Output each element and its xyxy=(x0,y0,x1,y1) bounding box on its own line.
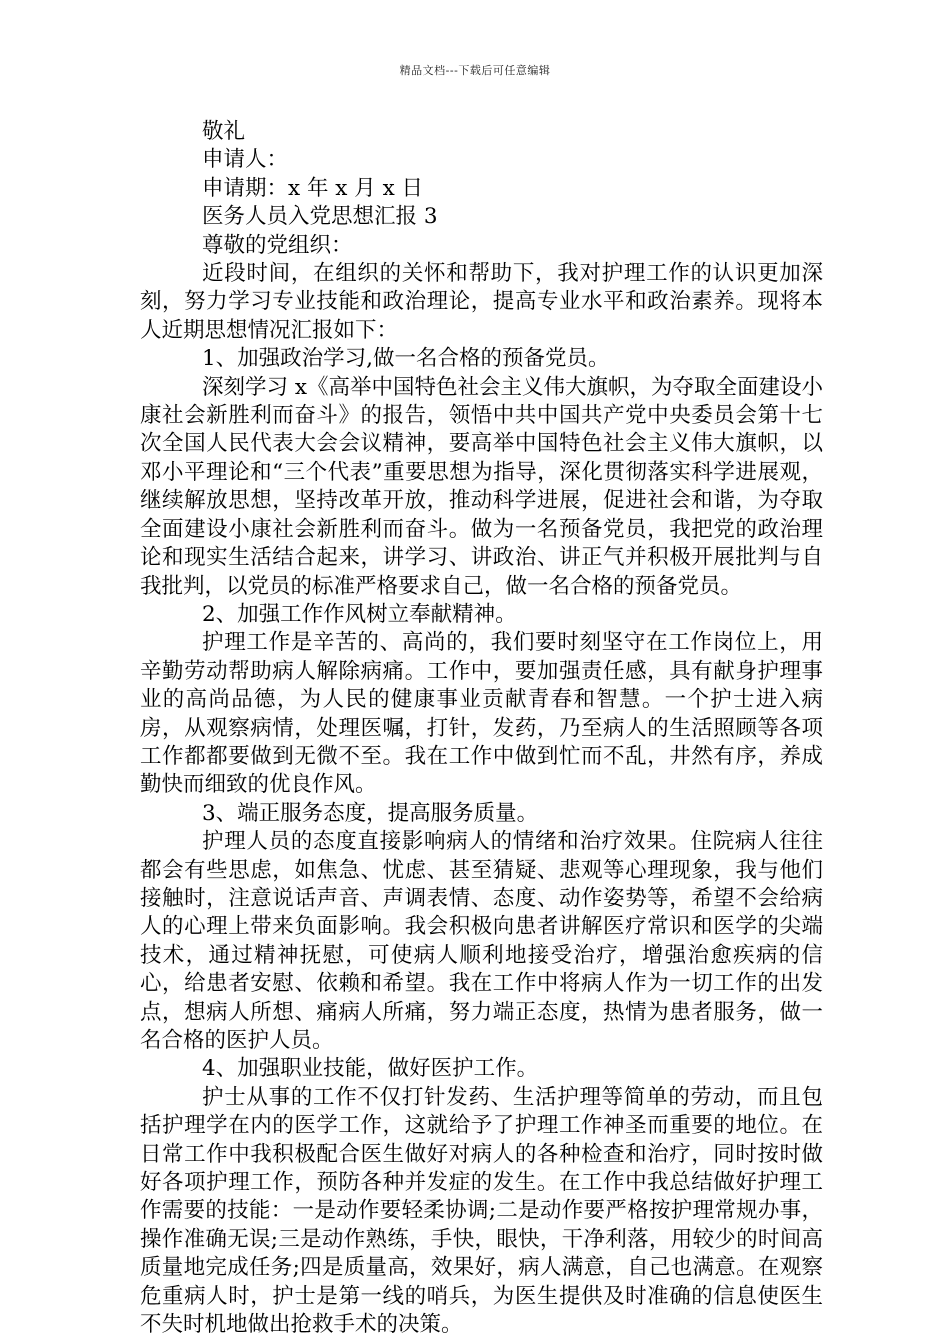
section-heading: 4、加强职业技能，做好医护工作。 xyxy=(202,1056,539,1082)
document-body xyxy=(140,118,823,1339)
page-header-note: 精品文档---下载后可任意编辑 xyxy=(399,64,551,77)
section-heading: 3、端正服务态度，提高服务质量。 xyxy=(202,800,539,826)
section-heading: 2、加强工作作风树立奉献精神。 xyxy=(202,601,517,627)
intro-paragraph: 近段时间，在组织的关怀和帮助下，我对护理工作的认识更加深刻，努力学习专业技能和政治理论，提高专业水平和政治素养。现将本人近期思想情况汇报如下： xyxy=(140,261,823,343)
date-line: 申请期：x 年 x 月 x 日 xyxy=(202,175,424,201)
section-paragraph: 深刻学习 x《高举中国特色社会主义伟大旗帜，为夺取全面建设小康社会新胜利而奋斗》的报告，领悟中共中国共产党中央委员会第十七次全国人民代表大会会议精神，要高举中国特色社会主义伟大旗帜，以邓小平理论和“三个代表”重要思想为指导，深化贯彻落实科学进展观，继续解放思想，坚持改革开放，推动科学进展，促进社会和谐，为夺取全面建设小康社会新胜利而奋斗。做为一名预备党员，我把党的政治理论和现实生活结合起来，讲学习、讲政治、讲正气并积极开展批判与自我批判，以党员的标准严格要求自己，做一名合格的预备党员。 xyxy=(140,374,823,599)
applicant-line: 申请人： xyxy=(202,147,289,173)
letter-closing: 敬礼 xyxy=(202,119,246,144)
section-paragraph: 护理人员的态度直接影响病人的情绪和治疗效果。住院病人往往都会有些思虑，如焦急、忧虑、甚至猜疑、悲观等心理现象，我与他们接触时，注意说话声音、声调表情、态度、动作姿势等，希望不会给病人的心理上带来负面影响。我会积极向患者讲解医疗常识和医学的尖端技术，通过精神抚慰，可使病人顺利地接受治疗，增强治愈疾病的信心，给患者安慰、依赖和希望。我在工作中将病人作为一切工作的出发点，想病人所想、痛病人所痛，努力端正态度，热情为患者服务，做一名合格的医护人员。 xyxy=(140,829,823,1053)
report-title: 医务人员入党思想汇报 3 xyxy=(202,204,438,230)
salutation: 尊敬的党组织： xyxy=(202,232,353,258)
section-paragraph: 护士从事的工作不仅打针发药、生活护理等简单的劳动，而且包括护理学在内的医学工作，这就给予了护理工作神圣而重要的地位。在日常工作中我积极配合医生做好对病人的各种检查和治疗，同时按时做好各项护理工作，预防各种并发症的发生。在工作中我总结做好护理工作需要的技能：一是动作要轻柔协调;二是动作要严格按护理常规办事，操作准确无误;三是动作熟练，手快，眼快，干净利落，用较少的时间高质量地完成任务;四是质量高，效果好，病人满意，自己也满意。在观察危重病人时，护士是第一线的哨兵，为医生提供及时准确的信息使医生不失时机地做出抢救手术的决策。 xyxy=(140,1084,823,1338)
section-heading: 1、加强政治学习,做一名合格的预备党员。 xyxy=(202,346,610,372)
section-paragraph: 护理工作是辛苦的、高尚的，我们要时刻坚守在工作岗位上，用辛勤劳动帮助病人解除病痛。工作中，要加强责任感，具有献身护理事业的高尚品德，为人民的健康事业贡献青春和智慧。一个护士进入病房，从观察病情，处理医嘱，打针，发药，乃至病人的生活照顾等各项工作都都要做到无微不至。我在工作中做到忙而不乱，井然有序，养成勤快而细致的优良作风。 xyxy=(140,630,823,798)
